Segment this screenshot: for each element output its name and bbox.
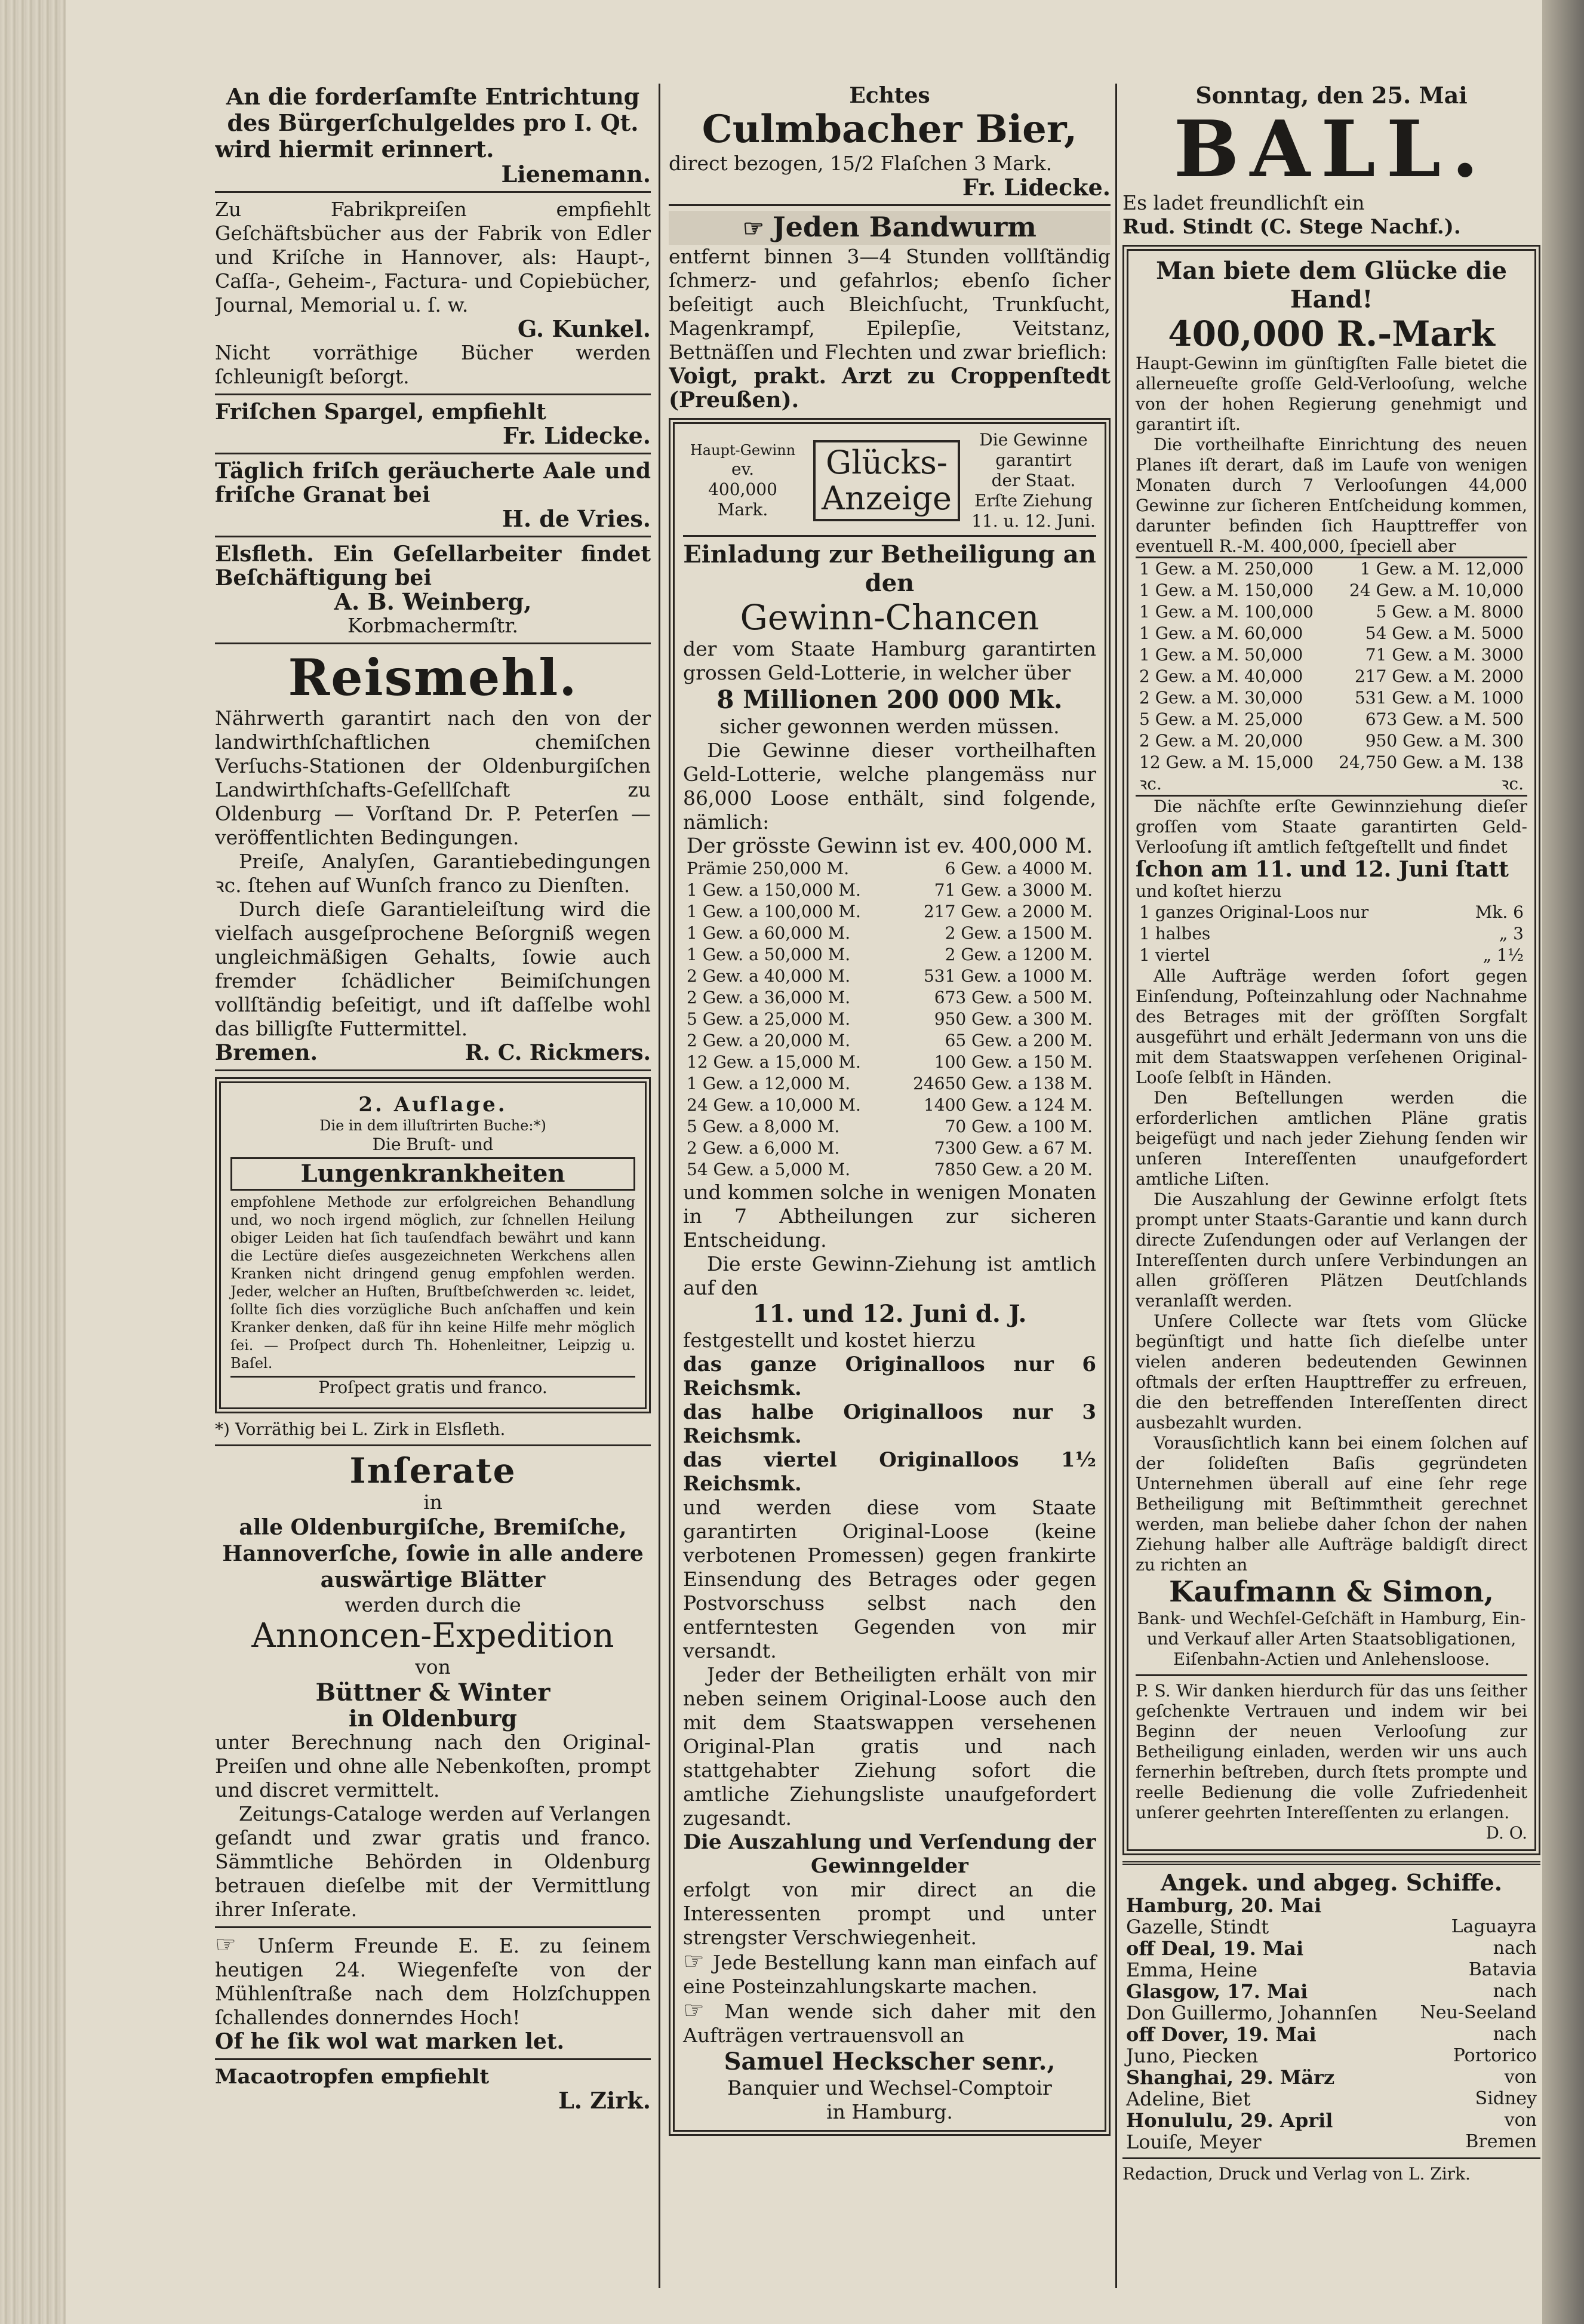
ad-text: empfohlene Methode zur erfolgreichen Behandlung und, wo noch irgend möglich, zur ſchnellen Heilung obiger Leiden hat ſich tauſendfach bewährt und kann die Lectüre dieſes ausgezeichneten Werkchens allen Kranken nicht dringend genug empfohlen werden. Jeder, welcher an Huſten, Bruſtbeſchwerden ꝛc. leidet, ſollte ſich dies vorzügliche Buch anſchaffen und kein Kranker denken, daß für ihn keine Hilfe mehr möglich ſei. — Proſpect durch Th. Hohenleitner, Leipzig u. Baſel.: [230, 1194, 635, 1372]
table-row: [1136, 644, 1527, 666]
lottery-text: Erſte Ziehung: [974, 491, 1093, 511]
ad-date: Sonntag, den 25. Mai: [1195, 84, 1468, 109]
lottery-chances: Gewinn-Chancen: [740, 597, 1039, 638]
lottery-text: Die Gewinne dieser vortheilhaften Geld-Lotterie, welche plangemäss nur 86,000 Loose enthält, sind folgende, nämlich:: [683, 739, 1096, 834]
ship-place: off Dover, 19. Mai: [1126, 2023, 1317, 2046]
table-cell: 1 Gew. a 60,000 M.: [687, 923, 851, 943]
table-cell: 1 Gew. a M. 150,000: [1139, 580, 1314, 600]
ad-aale: Täglich friſch geräucherte Aale und friſche Granat bei: [215, 459, 651, 508]
table-cell: ꝛc.: [1501, 774, 1524, 794]
lottery-text: und kommen solche in wenigen Monaten in 7 Abtheilungen zur sicheren Entscheidung.: [683, 1181, 1096, 1252]
table-cell: 100 Gew. a 150 M.: [934, 1052, 1093, 1072]
lottery-price: das ganze Originalloos nur 6 Reichsmk.: [683, 1352, 1096, 1400]
page-edge-left: [0, 0, 66, 2324]
ship-row: [1122, 2045, 1540, 2067]
table-cell: 70 Gew. a 100 M.: [945, 1117, 1093, 1136]
table-cell: 24 Gew. a 10,000 M.: [687, 1095, 861, 1115]
column-middle: [669, 84, 1111, 2288]
table-cell: 71 Gew. a M. 3000: [1365, 645, 1524, 665]
ship-place: Emma, Heine: [1126, 1959, 1258, 1981]
ship-place: off Deal, 19. Mai: [1126, 1937, 1304, 1960]
ad-spargel: Friſchen Spargel, empfiehlt: [215, 399, 546, 425]
divider: [215, 453, 651, 454]
ad-note: *) Vorräthig bei L. Zirk in Elsfleth.: [215, 1419, 506, 1439]
ad-lungenkrankheiten: [215, 1077, 651, 1413]
table-row: [1136, 773, 1527, 796]
divider: [215, 536, 651, 537]
lottery-text: Die Gewinne: [979, 430, 1088, 450]
lottery-text: Haupt-Gewinn: [690, 442, 796, 459]
table-cell: 1400 Gew. a 124 M.: [923, 1095, 1093, 1115]
ad-friend-line: Of he ſik wol wat marken let.: [215, 2029, 564, 2054]
lottery-text: ev.: [731, 459, 754, 479]
ad-text: Haupt-Gewinn im günſtigſten Falle bietet die allerneueſte groſſe Geld-Verlooſung, welche von der hohen Regierung genehmigt und garantirt iſt.: [1136, 353, 1527, 434]
ship-direction: nach: [1493, 2024, 1537, 2045]
table-cell: 2 Gew. a 20,000 M.: [687, 1031, 851, 1050]
ad-culmbacher: [669, 84, 1111, 199]
ad-text: von: [415, 1655, 451, 1679]
ad-signature: Voigt, prakt. Arzt zu Croppenſtedt (Preußen).: [669, 364, 1111, 413]
ad-text: Alle Aufträge werden ſofort gegen Einſendung, Poſteinzahlung oder Nachnahme des Betrages mit der gröſſten Sorgfalt ausgeführt und erhält Jedermann von uns die mit dem Staatswappen verſehenen Original-Looſe ſelbſt in Händen.: [1136, 966, 1527, 1087]
ad-signature: G. Kunkel.: [517, 315, 651, 342]
ad-title: ☞ Jeden Bandwurm: [669, 211, 1111, 245]
ad-text: Die vortheilhafte Einrichtung des neuen Planes iſt derart, daß im Laufe von wenigen Monaten durch 7 Verlooſungen 44,000 Gewinne zur ſicheren Entſcheidung kommen, darunter befinden ſich Haupttreffer von eventuell R.-M. 400,000, ſpeciell aber: [1136, 435, 1527, 556]
divider: [215, 1926, 651, 1928]
ad-text: Die Bruſt- und: [372, 1135, 494, 1154]
ad-signature-row: [215, 1041, 651, 1065]
table-row: [1136, 902, 1527, 923]
table-cell: 1 Gew. a 100,000 M.: [687, 902, 861, 921]
ad-title: Man biete dem Glücke die Hand!: [1156, 257, 1507, 313]
table-cell: 673 Gew. a 500 M.: [934, 988, 1093, 1007]
table-row: [683, 1030, 1096, 1052]
ad-place: Bremen.: [215, 1040, 318, 1065]
lottery-text: Die erste Gewinn-Ziehung ist amtlich auf den: [683, 1252, 1096, 1299]
ad-title: Lungenkrankheiten: [230, 1157, 635, 1191]
ship-direction: [1405, 1895, 1540, 1916]
lottery-text: erfolgt von mir direct an die Interessenten prompt und unter strengster Verschwiegenheit.: [683, 1878, 1096, 1949]
table-row: [683, 1009, 1096, 1030]
ad-firm-sub: Bank- und Wechſel-Geſchäft in Hamburg, Ein- und Verkauf aller Arten Staatsobligationen, Eiſenbahn-Actien und Anlehensloose.: [1137, 1609, 1526, 1669]
table-cell: 2 Gew. a M. 40,000: [1139, 666, 1303, 686]
lottery-invite: Einladung zur Betheiligung an den: [683, 540, 1096, 597]
ad-text: Echtes: [849, 84, 930, 108]
lottery-text: ☞ Jede Bestellung kann man einfach auf eine Posteinzahlungskarte machen.: [683, 1950, 1096, 1999]
ad-text: Die Auszahlung der Gewinne erfolgt ſtets prompt unter Staats-Garantie und kann durch directe Zuſendungen oder auf Verlangen der Intereſſenten durch unſere Verbindungen an allen gröſſeren Plätzen Deutſchlands veranlaſſt werden.: [1136, 1189, 1527, 1311]
table-cell: 24,750 Gew. a M. 138: [1339, 752, 1524, 772]
table-cell: 531 Gew. a M. 1000: [1354, 688, 1524, 708]
ship-row: [1122, 2024, 1540, 2045]
ship-row: [1122, 1895, 1540, 1916]
lottery-text: garantirt: [995, 450, 1072, 470]
table-cell: 71 Gew. a 3000 M.: [934, 880, 1093, 900]
ad-text: Unſere Collecte war ſtets vom Glücke begünſtigt und hatte ſich dieſelbe unter vielen anderen bedeutenden Gewinnen oftmals der erſten Haupttreffer zu erfreuen, die den betreffenden Intereſſenten direct ausbezahlt wurden.: [1136, 1311, 1527, 1432]
ad-firm: Büttner & Winter: [315, 1679, 550, 1707]
ship-row: [1122, 2002, 1540, 2024]
table-cell: 531 Gew. a 1000 M.: [923, 966, 1093, 986]
table-cell: 1 Gew. a M. 250,000: [1139, 559, 1314, 579]
ad-ps: P. S. Wir danken hierdurch für das uns ſeither geſchenkte Vertrauen und indem wir bei Beginn der neuen Verlooſung zur Betheiligung einladen, werden wir uns auch fernerhin beſtreben, durch ſtets prompte und reelle Bedienung die volle Zufriedenheit unſerer geehrten Intereſſenten zu erlangen.: [1136, 1681, 1527, 1822]
lottery-price: das halbe Originalloos nur 3 Reichsmk.: [683, 1400, 1096, 1448]
lottery-date: 11. und 12. Juni d. J.: [752, 1300, 1027, 1328]
ad-text: Zu Fabrikpreiſen empfiehlt Geſchäftsbücher aus der Fabrik von Edler und Kriſche in Hannover, als: Haupt-, Caſſa-, Geheim-, Factura- und Copiebücher, Journal, Memorial u. ſ. w.: [215, 198, 651, 316]
table-cell: 54 Gew. a 5,000 M.: [687, 1160, 851, 1179]
ship-place: Louiſe, Meyer: [1126, 2131, 1262, 2153]
ship-row: [1122, 2067, 1540, 2088]
divider: [1136, 1674, 1527, 1676]
lottery-header-left: [683, 441, 802, 520]
lottery-text: sicher gewonnen werden müssen.: [719, 715, 1060, 738]
column-rule-1: [659, 84, 660, 2288]
ship-place: Glasgow, 17. Mai: [1126, 1980, 1308, 2003]
ad-gluecksanzeige: [669, 418, 1111, 2136]
table-cell: 6 Gew. a 4000 M.: [945, 859, 1093, 878]
luck-price-table: [1136, 902, 1527, 966]
table-cell: 1 Gew. a 150,000 M.: [687, 880, 861, 900]
ad-ball: [1122, 84, 1540, 239]
table-row: [1136, 580, 1527, 601]
ad-schulgeld-line: des Bürgerſchulgeldes pro I. Qt.: [227, 109, 639, 136]
lottery-header: [683, 430, 1096, 537]
ad-ps-signature: D. O.: [1485, 1823, 1527, 1843]
ad-amount: 400,000 R.-Mark: [1168, 313, 1495, 354]
table-row: [683, 987, 1096, 1009]
table-cell: 12 Gew. a 15,000 M.: [687, 1052, 861, 1072]
ad-signature: R. C. Rickmers.: [465, 1040, 651, 1065]
table-row: [1136, 687, 1527, 709]
ships-table: [1122, 1895, 1540, 2153]
column-right: [1122, 84, 1540, 2288]
lottery-header-right: [971, 430, 1096, 531]
ship-direction: Laguayra: [1451, 1916, 1537, 1937]
table-row: [1136, 623, 1527, 644]
table-row: [683, 1116, 1096, 1138]
table-row: [683, 858, 1096, 880]
ad-text: Vorausſichtlich kann bei einem ſolchen auf der ſolideſten Baſis gegründeten Unternehmen überall auf eine ſehr rege Betheiligung mit Beſtimmtheit gerechnet werden, man beliebe daher ſchon der nahen Ziehung halber alle Aufträge baldigſt direct zu richten an: [1136, 1433, 1527, 1575]
ship-row: [1122, 1981, 1540, 2002]
ad-signature: Lienemann.: [501, 161, 651, 187]
table-row: [683, 1095, 1096, 1116]
divider: [215, 1069, 651, 1071]
divider: [669, 204, 1111, 206]
divider: [215, 191, 651, 193]
lottery-text: 11. u. 12. Juni.: [971, 511, 1096, 531]
ad-friend: ☞ Unſerm Freunde E. E. zu ſeinem heutigen 24. Wiegenfeſte von der Mühlenſtraße nach dem Holzſchuppen ſchallendes donnerndes Hoch!: [215, 1933, 651, 2030]
table-row: [683, 1073, 1096, 1095]
table-cell: 2 Gew. a 40,000 M.: [687, 966, 851, 986]
table-row: [683, 880, 1096, 901]
table-cell: 673 Gew. a M. 500: [1365, 709, 1524, 729]
lottery-text: festgestellt und kostet hierzu: [683, 1329, 976, 1352]
table-row: [1136, 709, 1527, 730]
ship-row: [1122, 2131, 1540, 2153]
ad-firm-title: Annoncen-Expedition: [251, 1616, 614, 1655]
ad-text: Durch dieſe Garantieleiſtung wird die vielfach ausgeſprochene Beſorgniß wegen ungleichmäßigen Gehalts, ſowie auch fremder ſchädlicher Beimiſchungen vollſtändig beſeitigt, und iſt daſſelbe wohl das billigſte Futtermittel.: [215, 897, 651, 1040]
table-cell: 1 Gew. a 50,000 M.: [687, 945, 851, 964]
table-cell: 1 Gew. a 12,000 M.: [687, 1074, 851, 1093]
table-cell: 1 halbes: [1139, 924, 1211, 943]
ad-text: Den Beſtellungen werden die erforderlichen amtlichen Pläne gratis beigefügt und nach jeder Ziehung ſenden wir unſeren Intereſſenten unaufgefordert amtliche Liſten.: [1136, 1088, 1527, 1189]
ad-geselle: Elsfleth. Ein Geſellarbeiter findet Beſchäftigung bei: [215, 542, 651, 591]
ship-direction: Neu-Seeland: [1420, 2002, 1537, 2023]
ship-direction: Sidney: [1475, 2088, 1537, 2109]
ad-text: entfernt binnen 3—4 Stunden vollſtändig ſchmerz- und gefahrlos; ebenſo ſicher beſeitigt auch Bleichſucht, Trunkſucht, Magenkrampf, Epilepſie, Veitstanz, Bettnäſſen und Flechten und zwar brieflich:: [669, 245, 1111, 364]
table-cell: 7850 Gew. a 20 M.: [934, 1160, 1093, 1179]
divider: [1122, 2157, 1540, 2159]
ad-text: direct bezogen, 15/2 Flaſchen 3 Mark.: [669, 152, 1053, 175]
ship-place: Shanghai, 29. März: [1126, 2066, 1335, 2089]
ad-text: alle Oldenburgiſche, Bremiſche, Hannoverſche, ſowie in alle andere auswärtige Blätter: [222, 1515, 644, 1593]
ad-inserate: [215, 1451, 651, 1922]
ad-signature: Rud. Stindt (C. Stege Nachf.).: [1122, 215, 1461, 239]
ad-text: Nährwerth garantirt nach den von der landwirthſchaftlichen chemiſchen Verſuchs-Stationen der Oldenburgiſchen Landwirthſchafts-Geſellſchaft zu Oldenburg — Vorſtand Dr. P. Peterſen — veröffentlichten Bedingungen.: [215, 706, 651, 849]
ship-place: Juno, Piecken: [1126, 2045, 1259, 2067]
ad-geschaeftsbuecher: [215, 198, 651, 389]
ship-direction: Portorico: [1453, 2045, 1537, 2066]
table-cell: 950 Gew. a 300 M.: [934, 1009, 1093, 1029]
table-row: [683, 1159, 1096, 1181]
lottery-text: der vom Staate Hamburg garantirten grossen Geld-Lotterie, in welcher über: [683, 637, 1096, 684]
ad-title: Culmbacher Bier,: [702, 107, 1078, 152]
table-cell: 950 Gew. a M. 300: [1365, 731, 1524, 751]
table-cell: 7300 Gew. a 67 M.: [934, 1138, 1093, 1158]
ship-direction: nach: [1493, 1938, 1537, 1959]
table-row: [1136, 666, 1527, 687]
table-cell: 1 Gew. a M. 12,000: [1360, 559, 1524, 579]
table-cell: 2 Gew. a 36,000 M.: [687, 988, 851, 1007]
ad-text: und koſtet hierzu: [1136, 881, 1282, 901]
ship-row: [1122, 2110, 1540, 2131]
ad-text: Die in dem illuſtrirten Buche:*): [319, 1117, 546, 1134]
table-cell: 2 Gew. a 1500 M.: [945, 923, 1093, 943]
ad-footer: Proſpect gratis und franco.: [230, 1376, 635, 1398]
ad-signature: H. de Vries.: [502, 505, 651, 532]
lottery-text: ☞ Man wende sich daher mit den Aufträgen vertrauensvoll an: [683, 1999, 1096, 2048]
table-cell: 5 Gew. a M. 25,000: [1139, 709, 1303, 729]
imprint: Redaction, Druck und Verlag von L. Zirk.: [1122, 2164, 1471, 2184]
table-cell: „ 1½: [1482, 945, 1524, 965]
table-cell: Mk. 6: [1475, 902, 1524, 922]
table-cell: 2 Gew. a M. 20,000: [1139, 731, 1303, 751]
table-row: [683, 966, 1096, 987]
ad-date: ſchon am 11. und 12. Juni ſtatt: [1136, 857, 1509, 882]
ad-subtitle: Korbmachermſtr.: [347, 614, 518, 637]
table-cell: „ 3: [1499, 924, 1524, 943]
lottery-firm: Samuel Heckscher senr.,: [724, 2048, 1056, 2076]
ad-title: BALL.: [1173, 103, 1490, 195]
table-row: [1136, 752, 1527, 773]
lottery-pay: Die Auszahlung und Verſendung der Gewinngelder: [683, 1830, 1096, 1878]
ship-direction: Bremen: [1465, 2131, 1537, 2152]
ship-direction: nach: [1493, 1981, 1537, 2002]
ad-schulgeld-line: An die forderſamſte Entrichtung: [226, 84, 640, 110]
table-cell: 2 Gew. a M. 30,000: [1139, 688, 1303, 708]
ship-place: Hamburg, 20. Mai: [1126, 1894, 1322, 1917]
table-cell: 5 Gew. a 25,000 M.: [687, 1009, 851, 1029]
table-cell: 2 Gew. a 6,000 M.: [687, 1138, 840, 1158]
divider: [215, 394, 651, 395]
ad-signature: Fr. Lidecke.: [502, 422, 651, 449]
table-row: [683, 1052, 1096, 1073]
ad-text: werden durch die: [345, 1593, 521, 1616]
divider: [215, 2058, 651, 2060]
ad-text: in: [423, 1490, 442, 1514]
ship-place: Honululu, 29. April: [1126, 2109, 1333, 2132]
ad-glueck: [1122, 245, 1540, 1855]
ad-city: in Oldenburg: [349, 1705, 517, 1732]
divider: [215, 643, 651, 644]
table-row: [683, 923, 1096, 944]
ad-firm: Kaufmann & Simon,: [1168, 1575, 1494, 1609]
ships-title: Angek. und abgeg. Schiffe.: [1161, 1869, 1502, 1896]
lottery-prize-table: [683, 858, 1096, 1181]
table-cell: 24 Gew. a M. 10,000: [1349, 580, 1524, 600]
column-left: [215, 84, 651, 2288]
lottery-million: 8 Millionen 200 000 Mk.: [716, 685, 1063, 714]
luck-prize-table: [1136, 557, 1527, 797]
lottery-title: Anzeige: [822, 479, 952, 517]
ad-edition: 2. Auflage.: [358, 1093, 508, 1117]
ad-title: Inſerate: [349, 1450, 516, 1491]
ad-text: Es ladet freundlichſt ein: [1122, 191, 1365, 214]
ad-signature: Fr. Lidecke.: [962, 174, 1111, 201]
column-rule-2: [1115, 84, 1117, 2288]
table-cell: 1 Gew. a M. 60,000: [1139, 623, 1303, 643]
table-cell: 217 Gew. a M. 2000: [1354, 666, 1524, 686]
ship-place: Gazelle, Stindt: [1126, 1916, 1269, 1938]
ad-macao: Macaotropfen empfiehlt: [215, 2065, 490, 2089]
table-cell: ꝛc.: [1139, 774, 1162, 794]
table-cell: 54 Gew. a M. 5000: [1365, 623, 1524, 643]
ship-direction: Batavia: [1468, 1959, 1537, 1980]
ad-note: Nicht vorräthige Bücher werden ſchleunigſt beſorgt.: [215, 341, 651, 388]
table-cell: 1 Gew. a M. 100,000: [1139, 602, 1314, 622]
lottery-text: Jeder der Betheiligten erhält von mir neben seinem Original-Loose auch den mit dem Staatswappen versehenen Original-Plan gratis und nach stattgehabter Ziehung sofort die amtliche Ziehungsliste unaufgefordert zugesandt.: [683, 1663, 1096, 1830]
divider: [215, 1444, 651, 1446]
table-row: [1136, 730, 1527, 752]
ad-signature: A. B. Weinberg,: [334, 588, 532, 615]
ad-schulgeld: [215, 84, 651, 186]
ship-row: [1122, 2088, 1540, 2110]
ad-title: Reismehl.: [288, 648, 578, 707]
table-cell: 1 Gew. a M. 50,000: [1139, 645, 1303, 665]
table-cell: 5 Gew. a M. 8000: [1376, 602, 1524, 622]
lottery-price: das viertel Originalloos 1½ Reichsmk.: [683, 1448, 1096, 1496]
ad-text: Preiſe, Analyſen, Garantiebedingungen ꝛc. ſtehen auf Wunſch franco zu Dienſten.: [215, 850, 651, 897]
table-cell: 65 Gew. a 200 M.: [945, 1031, 1093, 1050]
lottery-text: und werden diese vom Staate garantirten Original-Loose (keine verbotenen Promessen) gegen frankirte Einsendung des Betrages oder gegen Postvorschuss selbst nach den entferntesten Gegenden von mir versandt.: [683, 1496, 1096, 1662]
table-cell: 217 Gew. a 2000 M.: [923, 902, 1093, 921]
table-cell: 2 Gew. a 1200 M.: [945, 945, 1093, 964]
ad-reismehl: [215, 649, 651, 1065]
divider: [1122, 1861, 1540, 1865]
lottery-firm-sub: Banquier und Wechsel-Comptoir: [727, 2076, 1052, 2099]
lottery-title: Glücks-: [825, 444, 948, 481]
table-row: [683, 901, 1096, 923]
ad-text: Die nächſte erſte Gewinnziehung dieſer groſſen vom Staate garantirten Geld-Verlooſung iſt amtlich feſtgeſtellt und findet: [1136, 797, 1527, 857]
ad-text: Zeitungs-Cataloge werden auf Verlangen geſandt und zwar gratis und franco. Sämmtliche Behörden in Oldenburg betrauen dieſelbe mit der Vermittlung ihrer Inſerate.: [215, 1802, 651, 1921]
ad-bandwurm: [669, 211, 1111, 412]
ship-direction: von: [1504, 2067, 1537, 2088]
ship-direction: von: [1504, 2110, 1537, 2131]
ad-signature: L. Zirk.: [558, 2087, 651, 2114]
table-cell: 24650 Gew. a 138 M.: [913, 1074, 1093, 1093]
lottery-biggest: Der grösste Gewinn ist ev. 400,000 M.: [686, 834, 1093, 858]
lottery-text: der Staat.: [991, 471, 1076, 490]
table-row: [683, 944, 1096, 966]
ship-place: Don Guillermo, Johannſen: [1126, 2002, 1378, 2024]
table-row: [1136, 945, 1527, 966]
table-row: [1136, 601, 1527, 623]
table-row: [1136, 558, 1527, 580]
table-cell: 1 ganzes Original-Loos nur: [1139, 902, 1369, 922]
lottery-text: 400,000 Mark.: [708, 479, 777, 519]
table-cell: Prämie 250,000 M.: [687, 859, 850, 878]
table-cell: 5 Gew. a 8,000 M.: [687, 1117, 840, 1136]
table-cell: 1 viertel: [1139, 945, 1210, 965]
lottery-firm-city: in Hamburg.: [826, 2100, 953, 2123]
table-row: [683, 1138, 1096, 1159]
table-cell: 12 Gew. a M. 15,000: [1139, 752, 1314, 772]
page-edge-right: [1542, 0, 1584, 2324]
lottery-header-mid: [813, 440, 960, 521]
ad-schulgeld-line: wird hiermit erinnert.: [215, 136, 494, 162]
ship-row: [1122, 1916, 1540, 1938]
ship-row: [1122, 1959, 1540, 1981]
table-row: [1136, 923, 1527, 945]
ship-row: [1122, 1938, 1540, 1959]
ad-text: unter Berechnung nach den Original-Preiſen und ohne alle Nebenkoſten, prompt und discret vermittelt.: [215, 1730, 651, 1802]
ship-place: Adeline, Biet: [1126, 2088, 1251, 2110]
